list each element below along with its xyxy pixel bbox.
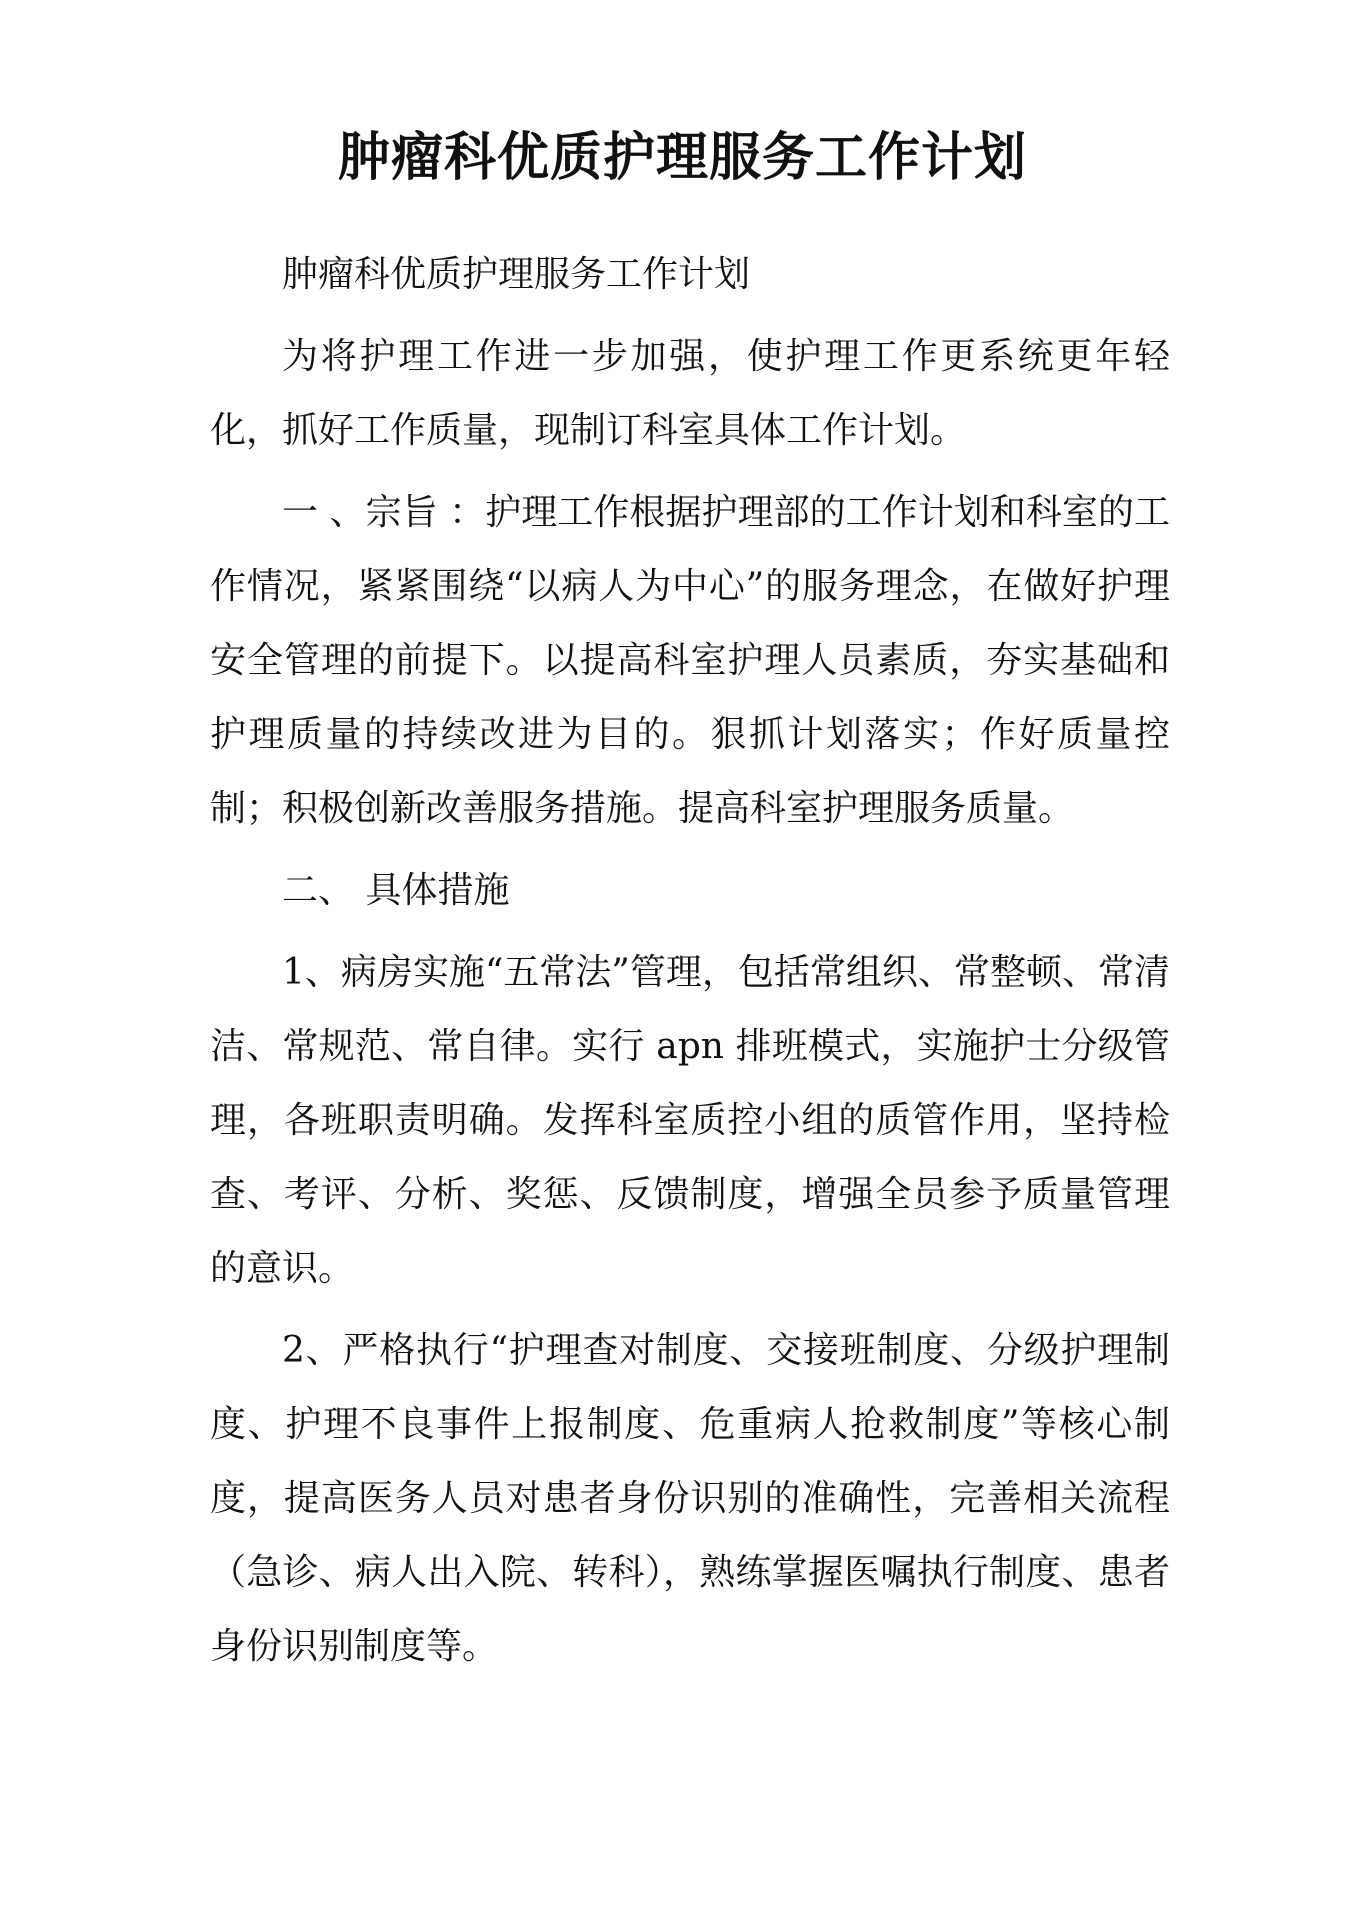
paragraph-intro: 为将护理工作进一步加强，使护理工作更系统更年轻化，抓好工作质量，现制订科室具体工作计划。 <box>210 336 1170 451</box>
document-body <box>210 238 1170 1692</box>
paragraph-measure-2: 2、严格执行“护理查对制度、交接班制度、分级护理制度、护理不良事件上报制度、危重病人抢救制度”等核心制度，提高医务人员对患者身份识别的准确性，完善相关流程（急诊、病人出入院、转科），熟练掌握医嘱执行制度、患者身份识别制度等。 <box>210 1330 1170 1667</box>
paragraph-measures-heading: 二、 具体措施 <box>282 870 510 911</box>
document-title: 肿瘤科优质护理服务工作计划 <box>337 128 1027 188</box>
paragraph-purpose: 一 、宗旨 ：护理工作根据护理部的工作计划和科室的工作情况，紧紧围绕“以病人为中心”的服务理念，在做好护理安全管理的前提下。以提高科室护理人员素质，夯实基础和护理质量的持续改进为目的。狠抓计划落实；作好质量控制；积极创新改善服务措施。提高科室护理服务质量。 <box>210 492 1170 829</box>
paragraph-measure-1: 1、病房实施“五常法”管理，包括常组织、常整顿、常清洁、常规范、常自律。实行 apn 排班模式，实施护士分级管理，各班职责明确。发挥科室质控小组的质管作用，坚持检查、考评、分析、奖惩、反馈制度，增强全员参予质量管理的意识。 <box>210 952 1170 1289</box>
paragraph-subtitle: 肿瘤科优质护理服务工作计划 <box>282 254 751 295</box>
